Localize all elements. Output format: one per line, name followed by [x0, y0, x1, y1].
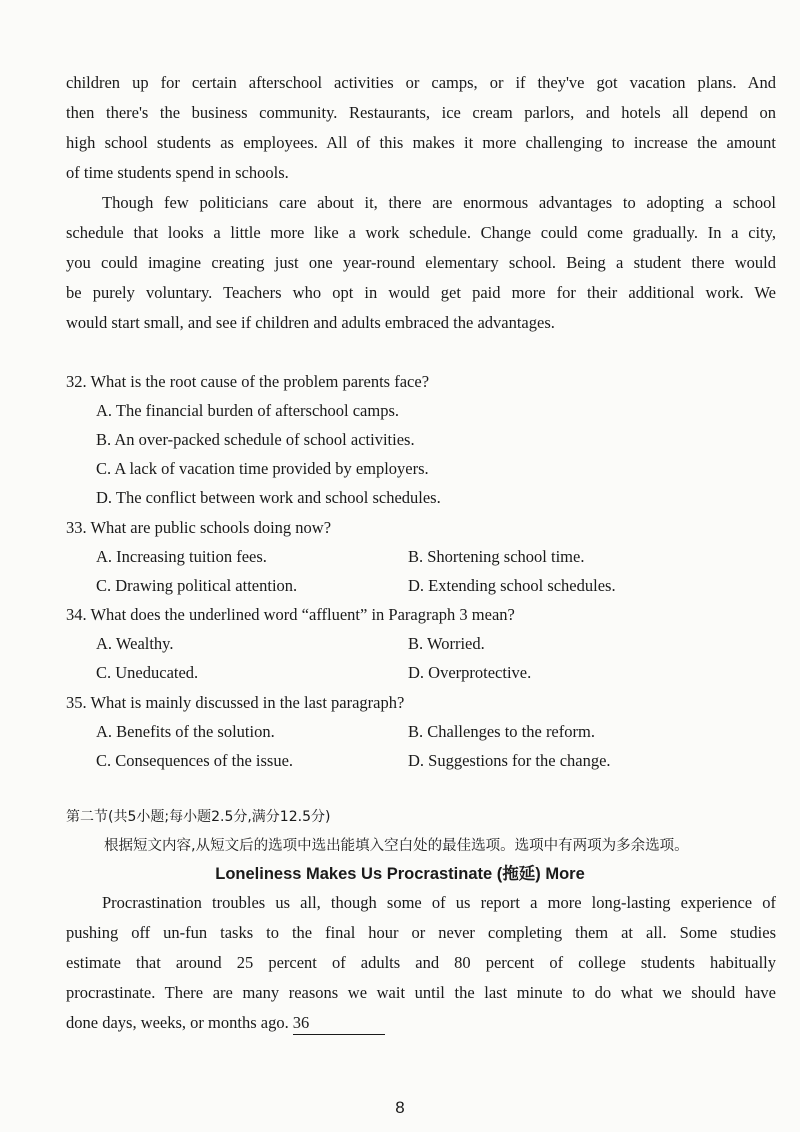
- question-33-option-c[interactable]: C. Drawing political attention.: [96, 576, 298, 595]
- question-33-option-d[interactable]: D. Extending school schedules.: [408, 576, 616, 595]
- question-33-option-b[interactable]: B. Shortening school time.: [408, 547, 585, 566]
- question-32-option-b[interactable]: B. An over-packed schedule of school activities.: [96, 430, 415, 449]
- question-35-stem: 35. What is mainly discussed in the last paragraph?: [66, 693, 405, 712]
- text-line: you could imagine creating just one year-round elementary school. Being a student there would: [66, 253, 776, 272]
- question-33-stem: 33. What are public schools doing now?: [66, 518, 332, 537]
- question-35-option-d[interactable]: D. Suggestions for the change.: [408, 751, 611, 770]
- text-line: pushing off un-fun tasks to the final hour or never completing them at all. Some studies: [66, 923, 776, 942]
- question-32-option-d[interactable]: D. The conflict between work and school schedules.: [96, 488, 441, 507]
- text-line: Procrastination troubles us all, though some of us report a more long-lasting experience of: [102, 893, 776, 912]
- answer-blank-36[interactable]: 36: [293, 1012, 385, 1035]
- text-line: [66, 1008, 776, 1038]
- text-line: be purely voluntary. Teachers who opt in would get paid more for their additional work. We: [66, 283, 776, 302]
- text-line: schedule that looks a little more like a work schedule. Change could come gradually. In a city,: [66, 223, 776, 242]
- question-34-stem: 34. What does the underlined word “affluent” in Paragraph 3 mean?: [66, 605, 515, 624]
- section-heading: 第二节(共5小题;每小题2.5分,满分12.5分): [66, 809, 331, 825]
- section2-paragraph: [66, 888, 776, 1038]
- question-33-option-a[interactable]: A. Increasing tuition fees.: [96, 547, 267, 566]
- question-34-option-d[interactable]: D. Overprotective.: [408, 663, 532, 682]
- question-34-option-c[interactable]: C. Uneducated.: [96, 663, 199, 682]
- question-34-option-b[interactable]: B. Worried.: [408, 634, 485, 653]
- last-line-text: done days, weeks, or months ago.: [66, 1013, 289, 1032]
- question-32-option-c[interactable]: C. A lack of vacation time provided by employers.: [96, 459, 429, 478]
- text-line: procrastinate. There are many reasons we wait until the last minute to do what we should have: [66, 983, 776, 1002]
- text-line: then there's the business community. Restaurants, ice cream parlors, and hotels all depend on: [66, 103, 776, 122]
- question-32-stem: 32. What is the root cause of the problem parents face?: [66, 372, 430, 391]
- question-32-option-a[interactable]: A. The financial burden of afterschool camps.: [96, 401, 400, 420]
- question-35-option-b[interactable]: B. Challenges to the reform.: [408, 722, 595, 741]
- text-line: of time students spend in schools.: [66, 163, 289, 182]
- passage-paragraph-1: [66, 68, 776, 188]
- text-line: would start small, and see if children and adults embraced the advantages.: [66, 313, 555, 332]
- passage-title: Loneliness Makes Us Procrastinate (拖延) More: [215, 865, 585, 883]
- text-line: estimate that around 25 percent of adults and 80 percent of college students habitually: [66, 953, 776, 972]
- passage-paragraph-2: [66, 188, 776, 338]
- question-35-option-a[interactable]: A. Benefits of the solution.: [96, 722, 275, 741]
- question-34-option-a[interactable]: A. Wealthy.: [96, 634, 174, 653]
- text-line: Though few politicians care about it, there are enormous advantages to adopting a school: [102, 193, 776, 212]
- text-line: children up for certain afterschool activities or camps, or if they've got vacation plans. And: [66, 73, 776, 92]
- section-instruction: 根据短文内容,从短文后的选项中选出能填入空白处的最佳选项。选项中有两项为多余选项。: [104, 838, 689, 854]
- text-line: high school students as employees. All of this makes it more challenging to increase the amount: [66, 133, 776, 152]
- question-35-option-c[interactable]: C. Consequences of the issue.: [96, 751, 294, 770]
- page-number: 8: [395, 1098, 405, 1117]
